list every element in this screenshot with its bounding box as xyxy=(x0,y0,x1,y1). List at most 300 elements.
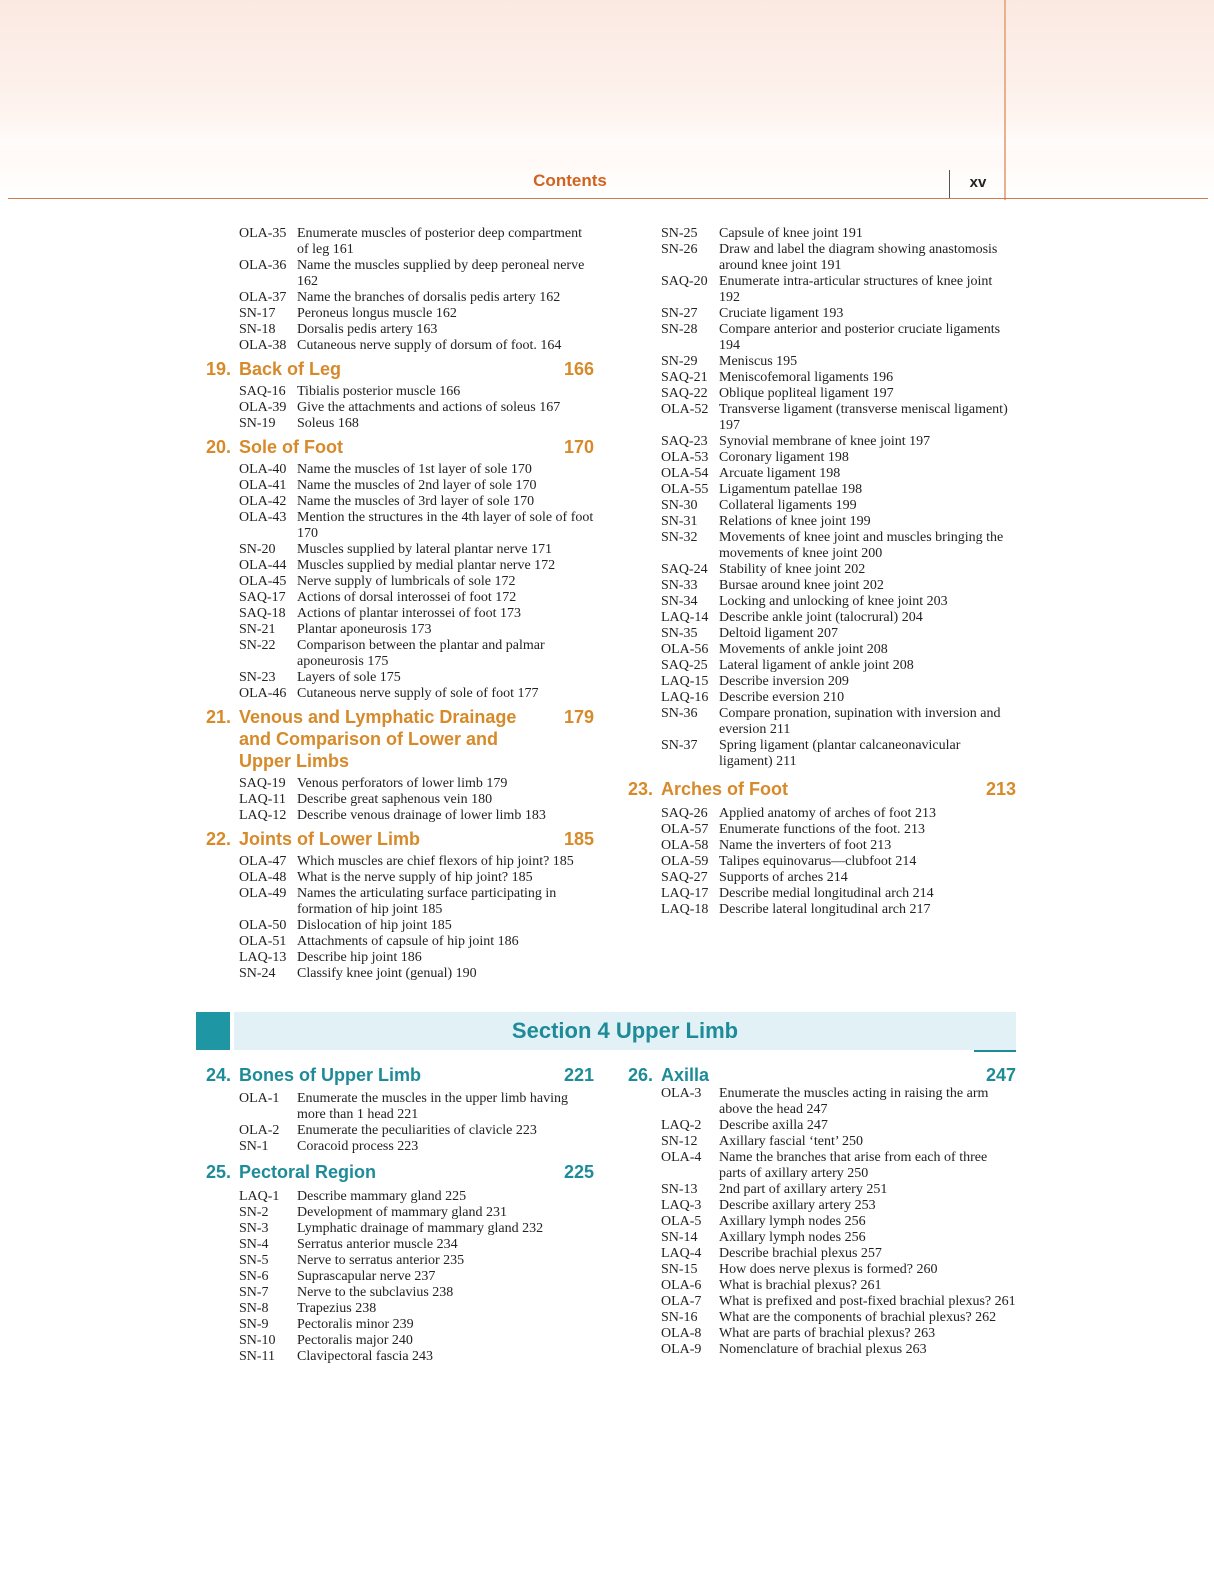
lower-left-column xyxy=(206,1064,594,1365)
toc-entry xyxy=(239,1333,594,1349)
toc-entry xyxy=(661,706,1016,738)
chapter-title: Pectoral Region xyxy=(239,1162,377,1182)
entry-text: Enumerate the peculiarities of clavicle 223 xyxy=(297,1123,537,1138)
entry-text: How does nerve plexus is formed? 260 xyxy=(719,1262,938,1277)
entry-text: Collateral ligaments 199 xyxy=(719,498,857,513)
entry-code: SN-13 xyxy=(661,1182,698,1197)
entry-code: SN-10 xyxy=(239,1333,276,1348)
entry-text: Cruciate ligament 193 xyxy=(719,306,844,321)
chapter-page: 170 xyxy=(563,437,594,457)
toc-entry xyxy=(239,574,594,590)
entry-text: Describe lateral longitudinal arch 217 xyxy=(719,902,931,917)
page-number-divider xyxy=(949,170,950,198)
chapter-title: Arches of Foot xyxy=(661,779,789,799)
entry-code: SN-34 xyxy=(661,594,698,609)
entry-text: Describe axilla 247 xyxy=(719,1118,828,1133)
entry-code: SAQ-21 xyxy=(661,370,708,385)
toc-entry xyxy=(239,478,594,494)
entry-code: LAQ-2 xyxy=(661,1118,702,1133)
toc-entry xyxy=(661,1278,1016,1294)
entry-text: Deltoid ligament 207 xyxy=(719,626,838,641)
entry-list xyxy=(206,462,594,702)
chapter-heading xyxy=(206,358,594,380)
toc-entry xyxy=(239,416,594,432)
entry-text: Comparison between the plantar and palmar aponeurosis 175 xyxy=(297,638,545,669)
entry-code: SAQ-20 xyxy=(661,274,708,289)
section-underline xyxy=(974,1050,1016,1052)
entry-code: OLA-57 xyxy=(661,822,709,837)
entry-text: Compare anterior and posterior cruciate ligaments 194 xyxy=(719,322,1001,353)
entry-text: Describe brachial plexus 257 xyxy=(719,1246,882,1261)
entry-code: SN-25 xyxy=(661,226,698,241)
entry-code: LAQ-14 xyxy=(661,610,709,625)
entry-code: SN-24 xyxy=(239,966,276,981)
chapter-title: Bones of Upper Limb xyxy=(239,1065,422,1085)
toc-entry xyxy=(661,1246,1016,1262)
entry-text: Serratus anterior muscle 234 xyxy=(297,1237,458,1252)
entry-text: Describe ankle joint (talocrural) 204 xyxy=(719,610,923,625)
entry-code: OLA-55 xyxy=(661,482,709,497)
toc-entry xyxy=(239,306,594,322)
entry-code: OLA-37 xyxy=(239,290,287,305)
entry-code: OLA-35 xyxy=(239,226,287,241)
toc-entry xyxy=(239,542,594,558)
entry-code: OLA-6 xyxy=(661,1278,702,1293)
toc-entry xyxy=(661,466,1016,482)
entry-text: Describe great saphenous vein 180 xyxy=(297,792,493,807)
entry-code: SAQ-23 xyxy=(661,434,708,449)
entry-code: OLA-43 xyxy=(239,510,287,525)
toc-entry xyxy=(661,562,1016,578)
toc-entry xyxy=(239,638,594,670)
entry-code: SN-19 xyxy=(239,416,276,431)
toc-entry xyxy=(661,1342,1016,1358)
entry-text: Which muscles are chief flexors of hip joint? 185 xyxy=(297,854,574,869)
toc-entry xyxy=(239,950,594,966)
entry-code: SAQ-16 xyxy=(239,384,286,399)
entry-text: Mention the structures in the 4th layer of sole of foot 170 xyxy=(297,510,594,541)
toc-entry xyxy=(661,1150,1016,1182)
entry-code: OLA-48 xyxy=(239,870,287,885)
entry-text: Transverse ligament (transverse meniscal ligament) 197 xyxy=(719,402,1008,433)
toc-entry xyxy=(239,258,594,290)
entry-text: Venous perforators of lower limb 179 xyxy=(297,776,508,791)
entry-text: Draw and label the diagram showing anastomosis around knee joint 191 xyxy=(719,242,998,273)
toc-entry xyxy=(661,806,1016,822)
toc-entry xyxy=(239,1091,594,1123)
entry-text: 2nd part of axillary artery 251 xyxy=(719,1182,888,1197)
entry-text: Bursae around knee joint 202 xyxy=(719,578,884,593)
toc-entry xyxy=(239,226,594,258)
toc-entry xyxy=(661,854,1016,870)
chapter-heading xyxy=(206,706,594,772)
entry-text: Soleus 168 xyxy=(297,416,359,431)
entry-text: Suprascapular nerve 237 xyxy=(297,1269,436,1284)
entry-text: Describe hip joint 186 xyxy=(297,950,422,965)
entry-code: OLA-9 xyxy=(661,1342,702,1357)
toc-entry xyxy=(661,658,1016,674)
entry-code: LAQ-11 xyxy=(239,792,286,807)
entry-text: Lateral ligament of ankle joint 208 xyxy=(719,658,914,673)
entry-text: Supports of arches 214 xyxy=(719,870,848,885)
entry-code: OLA-47 xyxy=(239,854,287,869)
entry-text: Name the inverters of foot 213 xyxy=(719,838,892,853)
entry-text: Clavipectoral fascia 243 xyxy=(297,1349,434,1364)
toc-entry xyxy=(661,1134,1016,1150)
chapter-heading xyxy=(206,1161,594,1183)
entry-text: Coronary ligament 198 xyxy=(719,450,849,465)
toc-entry xyxy=(661,322,1016,354)
entry-text: Enumerate intra-articular structures of knee joint 192 xyxy=(719,274,993,305)
entry-text: Muscles supplied by medial plantar nerve 172 xyxy=(297,558,556,573)
entry-text: Give the attachments and actions of soleus 167 xyxy=(297,400,561,415)
toc-entry xyxy=(239,1205,594,1221)
toc-entry xyxy=(661,1086,1016,1118)
entry-code: OLA-7 xyxy=(661,1294,702,1309)
entry-code: SN-32 xyxy=(661,530,698,545)
toc-entry xyxy=(239,1349,594,1365)
entry-text: Compare pronation, supination with inversion and eversion 211 xyxy=(719,706,1001,737)
toc-entry xyxy=(239,918,594,934)
toc-entry xyxy=(239,886,594,918)
toc-entry xyxy=(239,1237,594,1253)
entry-code: SN-33 xyxy=(661,578,698,593)
toc-entry xyxy=(661,242,1016,274)
toc-entry xyxy=(239,1221,594,1237)
toc-entry xyxy=(239,776,594,792)
entry-code: SN-4 xyxy=(239,1237,269,1252)
toc-entry xyxy=(661,838,1016,854)
entry-text: What is the nerve supply of hip joint? 185 xyxy=(297,870,533,885)
entry-text: Axillary lymph nodes 256 xyxy=(719,1214,866,1229)
entry-text: Relations of knee joint 199 xyxy=(719,514,871,529)
entry-code: SAQ-27 xyxy=(661,870,708,885)
toc-entry xyxy=(661,594,1016,610)
entry-list xyxy=(206,226,594,354)
entry-code: SAQ-26 xyxy=(661,806,708,821)
toc-entry xyxy=(661,1214,1016,1230)
chapter-page: 221 xyxy=(563,1065,594,1085)
toc-entry xyxy=(661,498,1016,514)
entry-text: What are the components of brachial plexus? 262 xyxy=(719,1310,997,1325)
entry-code: OLA-44 xyxy=(239,558,287,573)
toc-entry xyxy=(661,386,1016,402)
entry-text: Enumerate the muscles in the upper limb having more than 1 head 221 xyxy=(297,1091,568,1122)
entry-list xyxy=(628,226,1016,770)
entry-code: SN-7 xyxy=(239,1285,269,1300)
entry-code: SN-9 xyxy=(239,1317,269,1332)
entry-text: Attachments of capsule of hip joint 186 xyxy=(297,934,519,949)
toc-entry xyxy=(661,226,1016,242)
entry-text: Movements of knee joint and muscles bringing the movements of knee joint 200 xyxy=(719,530,1004,561)
entry-code: SN-36 xyxy=(661,706,698,721)
entry-code: LAQ-16 xyxy=(661,690,709,705)
entry-text: Synovial membrane of knee joint 197 xyxy=(719,434,931,449)
chapter-number: 24. xyxy=(206,1065,232,1085)
toc-entry xyxy=(661,674,1016,690)
entry-code: SN-3 xyxy=(239,1221,269,1236)
entry-text: Name the muscles of 2nd layer of sole 170 xyxy=(297,478,537,493)
entry-text: Nomenclature of brachial plexus 263 xyxy=(719,1342,927,1357)
toc-entry xyxy=(239,966,594,982)
upper-right-column xyxy=(628,226,1016,918)
entry-list xyxy=(628,1086,1016,1358)
entry-code: SN-11 xyxy=(239,1349,276,1364)
entry-code: SN-8 xyxy=(239,1301,269,1316)
toc-entry xyxy=(239,808,594,824)
entry-text: Actions of plantar interossei of foot 173 xyxy=(297,606,521,621)
toc-entry xyxy=(661,610,1016,626)
entry-code: LAQ-12 xyxy=(239,808,287,823)
entry-text: Nerve to the subclavius 238 xyxy=(297,1285,454,1300)
entry-text: Enumerate functions of the foot. 213 xyxy=(719,822,926,837)
chapter-page: 185 xyxy=(563,829,594,849)
entry-code: OLA-59 xyxy=(661,854,709,869)
entry-code: SN-21 xyxy=(239,622,276,637)
toc-entry xyxy=(661,434,1016,450)
chapter-page: 225 xyxy=(563,1162,594,1182)
entry-code: SN-35 xyxy=(661,626,698,641)
chapter-number: 20. xyxy=(206,437,232,457)
entry-code: SN-18 xyxy=(239,322,276,337)
header-rule xyxy=(8,198,1208,199)
chapter-number: 21. xyxy=(206,707,232,727)
running-head: Contents xyxy=(533,171,607,190)
entry-list xyxy=(628,806,1016,918)
entry-code: SN-22 xyxy=(239,638,276,653)
toc-entry xyxy=(661,1310,1016,1326)
entry-code: OLA-4 xyxy=(661,1150,702,1165)
chapter-number: 23. xyxy=(628,779,654,799)
entry-code: OLA-2 xyxy=(239,1123,280,1138)
entry-text: What is prefixed and post-fixed brachial plexus? 261 xyxy=(719,1294,1016,1309)
toc-entry xyxy=(661,370,1016,386)
entry-text: Enumerate muscles of posterior deep compartment of leg 161 xyxy=(297,226,582,257)
toc-entry xyxy=(661,354,1016,370)
entry-text: Axillary lymph nodes 256 xyxy=(719,1230,866,1245)
entry-code: SN-26 xyxy=(661,242,698,257)
toc-entry xyxy=(239,1269,594,1285)
toc-entry xyxy=(239,1139,594,1155)
chapter-page: 247 xyxy=(985,1065,1016,1085)
chapter-heading xyxy=(628,778,1016,800)
entry-list xyxy=(206,1189,594,1365)
chapter-title: Joints of Lower Limb xyxy=(239,829,421,849)
toc-entry xyxy=(661,642,1016,658)
entry-text: Enumerate the muscles acting in raising the arm above the head 247 xyxy=(719,1086,989,1117)
entry-text: Pectoralis major 240 xyxy=(297,1333,413,1348)
entry-code: OLA-54 xyxy=(661,466,709,481)
entry-code: OLA-46 xyxy=(239,686,287,701)
entry-text: What are parts of brachial plexus? 263 xyxy=(719,1326,936,1341)
toc-entry xyxy=(239,462,594,478)
entry-code: OLA-36 xyxy=(239,258,287,273)
toc-entry xyxy=(661,626,1016,642)
entry-code: SAQ-18 xyxy=(239,606,286,621)
toc-entry xyxy=(661,1118,1016,1134)
entry-text: Applied anatomy of arches of foot 213 xyxy=(719,806,936,821)
chapter-title: Sole of Foot xyxy=(239,437,343,457)
chapter-page: 213 xyxy=(985,779,1016,799)
entry-code: SN-37 xyxy=(661,738,698,753)
entry-text: Talipes equinovarus—clubfoot 214 xyxy=(719,854,917,869)
entry-code: SAQ-25 xyxy=(661,658,708,673)
entry-text: Development of mammary gland 231 xyxy=(297,1205,507,1220)
entry-code: SN-2 xyxy=(239,1205,269,1220)
toc-entry xyxy=(239,1123,594,1139)
entry-text: Layers of sole 175 xyxy=(297,670,401,685)
entry-code: SAQ-22 xyxy=(661,386,708,401)
entry-code: OLA-58 xyxy=(661,838,709,853)
toc-entry xyxy=(661,870,1016,886)
toc-entry xyxy=(239,934,594,950)
page-number: xv xyxy=(969,174,987,191)
chapter-page: 166 xyxy=(563,359,594,379)
entry-text: Muscles supplied by lateral plantar nerve 171 xyxy=(297,542,553,557)
entry-text: Plantar aponeurosis 173 xyxy=(297,622,432,637)
entry-list xyxy=(206,384,594,432)
toc-entry xyxy=(239,792,594,808)
entry-text: Arcuate ligament 198 xyxy=(719,466,841,481)
entry-code: LAQ-1 xyxy=(239,1189,280,1204)
entry-text: Name the branches that arise from each of three parts of axillary artery 250 xyxy=(719,1150,988,1181)
entry-code: LAQ-3 xyxy=(661,1198,702,1213)
entry-text: Peroneus longus muscle 162 xyxy=(297,306,457,321)
entry-text: Meniscus 195 xyxy=(719,354,798,369)
toc-entry xyxy=(239,686,594,702)
header-background xyxy=(0,0,1214,200)
entry-text: Locking and unlocking of knee joint 203 xyxy=(719,594,948,609)
entry-text: Meniscofemoral ligaments 196 xyxy=(719,370,894,385)
toc-entry xyxy=(239,322,594,338)
toc-entry xyxy=(661,1262,1016,1278)
toc-entry xyxy=(661,578,1016,594)
entry-text: Describe axillary artery 253 xyxy=(719,1198,876,1213)
entry-code: LAQ-17 xyxy=(661,886,709,901)
entry-code: OLA-3 xyxy=(661,1086,702,1101)
chapter-title: Back of Leg xyxy=(239,359,342,379)
toc-entry xyxy=(239,590,594,606)
chapter-heading xyxy=(206,436,594,458)
toc-entry xyxy=(239,670,594,686)
entry-code: SN-29 xyxy=(661,354,698,369)
toc-entry xyxy=(661,1326,1016,1342)
entry-code: SN-15 xyxy=(661,1262,698,1277)
entry-code: SAQ-17 xyxy=(239,590,286,605)
entry-text: Cutaneous nerve supply of dorsum of foot. 164 xyxy=(297,338,562,353)
toc-entry xyxy=(661,1294,1016,1310)
toc-entry xyxy=(239,622,594,638)
entry-code: SN-16 xyxy=(661,1310,698,1325)
entry-code: OLA-38 xyxy=(239,338,287,353)
entry-code: OLA-45 xyxy=(239,574,287,589)
entry-list xyxy=(206,1091,594,1155)
toc-entry xyxy=(661,902,1016,918)
entry-text: Coracoid process 223 xyxy=(297,1139,419,1154)
entry-code: OLA-40 xyxy=(239,462,287,477)
entry-text: Describe mammary gland 225 xyxy=(297,1189,467,1204)
toc-entry xyxy=(661,402,1016,434)
chapter-number: 25. xyxy=(206,1162,232,1182)
entry-text: Name the muscles supplied by deep peroneal nerve 162 xyxy=(297,258,585,289)
entry-code: SN-28 xyxy=(661,322,698,337)
header-vertical-rule xyxy=(1004,0,1006,200)
toc-entry xyxy=(661,450,1016,466)
entry-text: Name the muscles of 1st layer of sole 170 xyxy=(297,462,532,477)
entry-code: SAQ-19 xyxy=(239,776,286,791)
entry-text: Name the branches of dorsalis pedis artery 162 xyxy=(297,290,561,305)
entry-code: OLA-8 xyxy=(661,1326,702,1341)
toc-entry xyxy=(661,530,1016,562)
toc-entry xyxy=(661,1230,1016,1246)
lower-right-column xyxy=(628,1064,1016,1358)
entry-code: LAQ-15 xyxy=(661,674,709,689)
entry-code: OLA-39 xyxy=(239,400,287,415)
toc-entry xyxy=(661,274,1016,306)
entry-text: Describe inversion 209 xyxy=(719,674,849,689)
entry-text: Classify knee joint (genual) 190 xyxy=(297,966,477,981)
toc-entry xyxy=(239,494,594,510)
entry-text: Movements of ankle joint 208 xyxy=(719,642,888,657)
entry-text: Ligamentum patellae 198 xyxy=(719,482,863,497)
entry-code: OLA-52 xyxy=(661,402,709,417)
entry-list xyxy=(206,854,594,982)
toc-entry xyxy=(661,822,1016,838)
entry-text: Describe eversion 210 xyxy=(719,690,845,705)
entry-list xyxy=(206,776,594,824)
toc-entry xyxy=(661,886,1016,902)
entry-text: Dorsalis pedis artery 163 xyxy=(297,322,438,337)
entry-text: Nerve supply of lumbricals of sole 172 xyxy=(297,574,516,589)
chapter-title: Venous and Lymphatic Drainage and Comparison of Lower and Upper Limbs xyxy=(239,707,517,771)
entry-text: Capsule of knee joint 191 xyxy=(719,226,863,241)
section-marker xyxy=(196,1012,230,1050)
entry-text: Stability of knee joint 202 xyxy=(719,562,866,577)
entry-text: Actions of dorsal interossei of foot 172 xyxy=(297,590,517,605)
entry-code: OLA-51 xyxy=(239,934,287,949)
entry-text: Nerve to serratus anterior 235 xyxy=(297,1253,465,1268)
chapter-heading xyxy=(206,828,594,850)
toc-entry xyxy=(661,514,1016,530)
toc-entry xyxy=(239,338,594,354)
entry-code: LAQ-13 xyxy=(239,950,287,965)
entry-code: LAQ-4 xyxy=(661,1246,702,1261)
entry-code: OLA-53 xyxy=(661,450,709,465)
entry-code: SN-14 xyxy=(661,1230,698,1245)
toc-entry xyxy=(239,1301,594,1317)
entry-code: LAQ-18 xyxy=(661,902,709,917)
toc-entry xyxy=(239,290,594,306)
toc-entry xyxy=(661,1198,1016,1214)
entry-text: Describe venous drainage of lower limb 183 xyxy=(297,808,546,823)
toc-entry xyxy=(239,384,594,400)
toc-entry xyxy=(239,510,594,542)
chapter-number: 26. xyxy=(628,1065,654,1085)
entry-text: Name the muscles of 3rd layer of sole 170 xyxy=(297,494,535,509)
entry-code: OLA-56 xyxy=(661,642,709,657)
entry-text: Pectoralis minor 239 xyxy=(297,1317,414,1332)
entry-text: Dislocation of hip joint 185 xyxy=(297,918,452,933)
entry-code: SN-30 xyxy=(661,498,698,513)
entry-code: OLA-1 xyxy=(239,1091,280,1106)
entry-code: SN-31 xyxy=(661,514,698,529)
chapter-title: Axilla xyxy=(661,1065,710,1085)
entry-code: SN-27 xyxy=(661,306,698,321)
toc-entry xyxy=(239,606,594,622)
toc-entry xyxy=(661,306,1016,322)
entry-code: OLA-50 xyxy=(239,918,287,933)
toc-entry xyxy=(661,482,1016,498)
